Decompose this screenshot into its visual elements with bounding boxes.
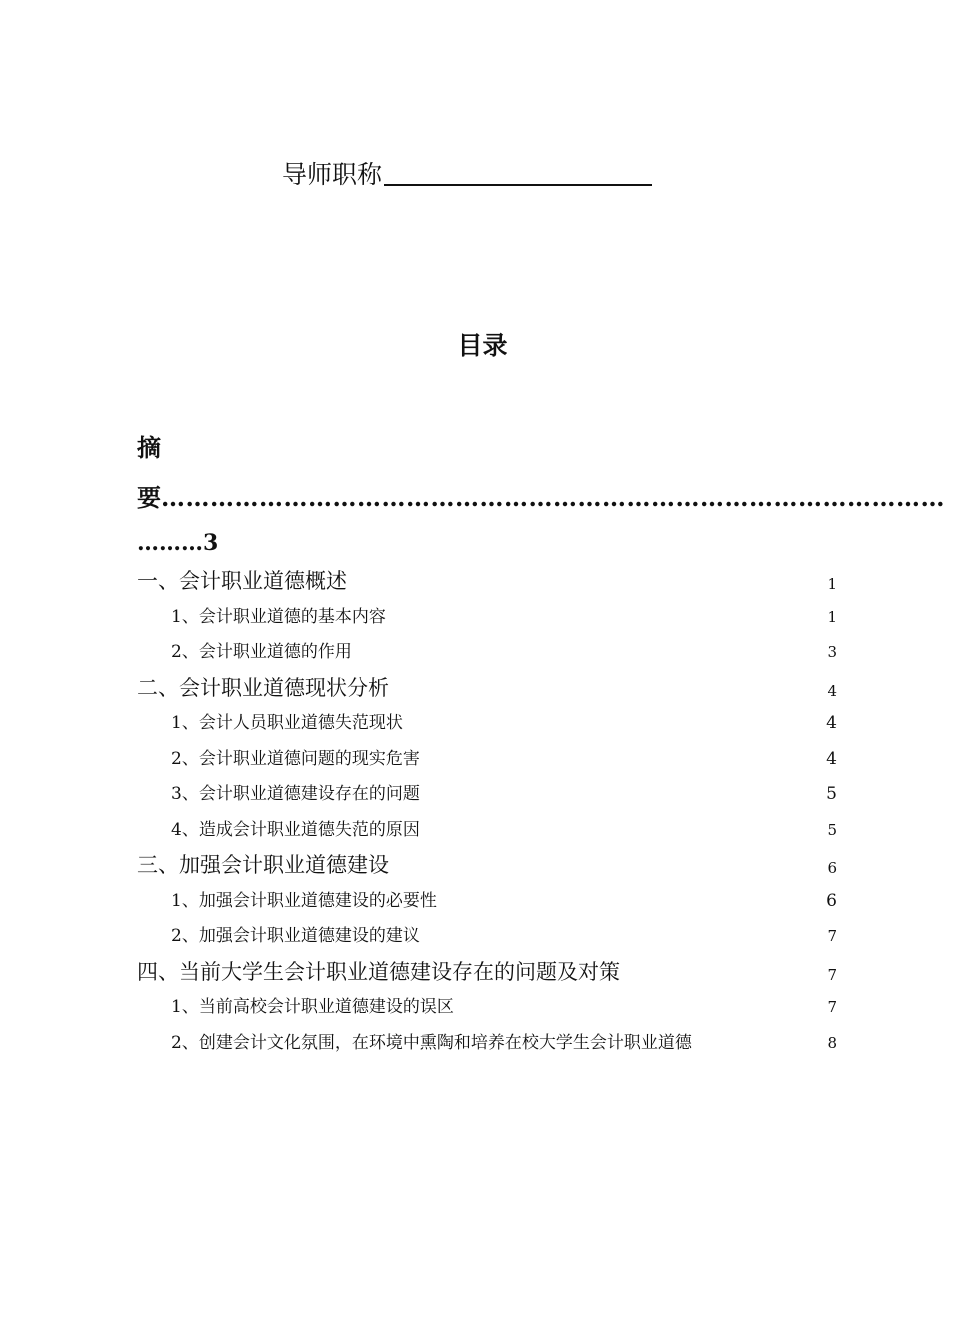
toc-entry-page: 7 [827, 927, 837, 945]
toc-entry-page: 3 [827, 643, 837, 661]
toc-entry-text: 2、创建会计文化氛围，在环境中熏陶和培养在校大学生会计职业道德 [171, 1032, 692, 1053]
toc-entry [137, 777, 837, 811]
toc-abstract-page: 3 [203, 530, 219, 556]
toc-abstract-line2 [137, 478, 945, 514]
toc-entry-text: 1、会计人员职业道德失范现状 [171, 713, 403, 733]
toc-entry [137, 813, 837, 847]
toc-entry [137, 848, 837, 882]
toc-entry-page: 4 [826, 713, 837, 733]
toc-abstract-dot-leader-cont: ……… [137, 530, 203, 556]
toc-entry-page: 5 [827, 820, 837, 839]
advisor-title-blank-line [384, 158, 652, 186]
toc-entry-text: 三、加强会计职业道德建设 [137, 853, 389, 877]
toc-entry-page: 7 [827, 965, 837, 984]
toc-entry [137, 706, 837, 740]
advisor-title-field [282, 158, 652, 192]
toc-entry-text: 二、会计职业道德现状分析 [137, 675, 389, 700]
advisor-title-label: 导师职称 [282, 160, 383, 189]
toc-entry-page: 1 [827, 575, 837, 593]
toc-abstract-dot-leader: …………………………………………………………………………………… [161, 483, 945, 512]
toc-entry-text: 1、当前高校会计职业道德建设的误区 [171, 997, 454, 1017]
toc-abstract-label: 要 [137, 484, 161, 512]
toc-entry [137, 955, 837, 989]
toc-entry-page: 7 [827, 998, 837, 1016]
toc-entry-page: 4 [826, 748, 837, 769]
toc-entry [137, 919, 837, 953]
toc-entry-page: 8 [827, 1033, 837, 1052]
toc-entry [137, 884, 837, 918]
toc-entry [137, 1026, 837, 1060]
toc-entry [137, 635, 837, 669]
toc-entry-text: 4、造成会计职业道德失范的原因 [171, 819, 420, 840]
toc-abstract-line1: 摘 [137, 434, 161, 462]
toc-entry [137, 671, 837, 705]
toc-entry [137, 742, 837, 776]
toc-entry-text: 一、会计职业道德概述 [137, 569, 347, 593]
toc-abstract-line3 [137, 530, 218, 556]
toc-entry [137, 990, 837, 1024]
toc-entry-text: 2、会计职业道德的作用 [171, 642, 352, 662]
toc-entry [137, 600, 837, 634]
toc-entry-text: 1、加强会计职业道德建设的必要性 [171, 890, 437, 911]
toc-entry-text: 2、会计职业道德问题的现实危害 [171, 748, 420, 769]
toc-entry-page: 4 [827, 681, 837, 700]
toc-entry-page: 1 [827, 607, 837, 626]
toc-heading: 目录 [457, 331, 508, 360]
toc-entry-text: 1、会计职业道德的基本内容 [171, 606, 386, 627]
toc-entry-page: 6 [826, 890, 837, 911]
toc-entry-page: 6 [827, 859, 837, 877]
toc-entry [137, 564, 837, 598]
toc-entry-page: 5 [826, 784, 837, 804]
toc-entry-text: 2、加强会计职业道德建设的建议 [171, 926, 420, 946]
toc-entry-text: 四、当前大学生会计职业道德建设存在的问题及对策 [137, 959, 620, 984]
toc-entry-text: 3、会计职业道德建设存在的问题 [171, 784, 420, 804]
